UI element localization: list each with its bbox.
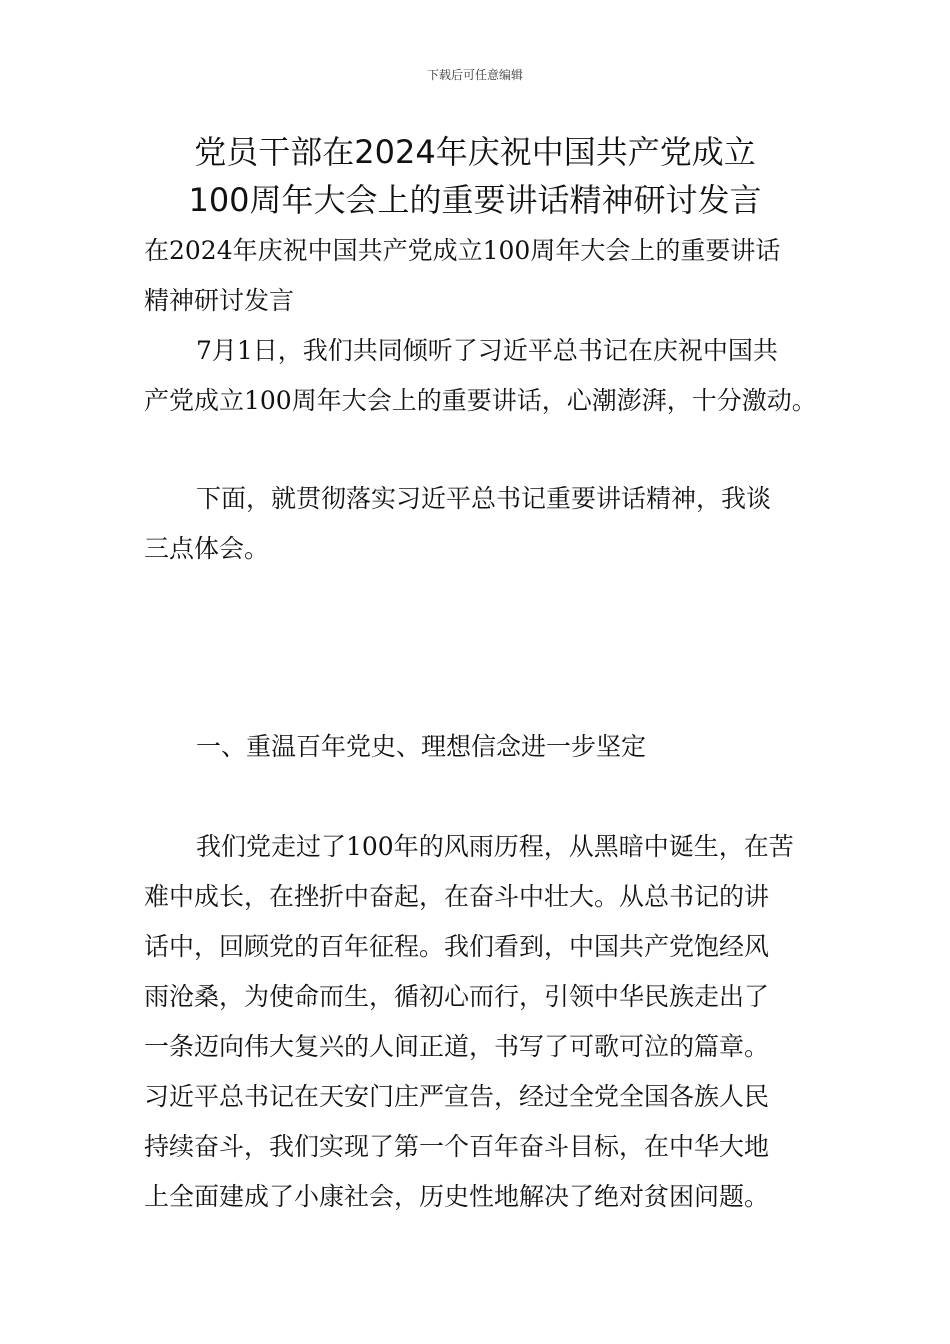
paragraph-section-1 [144,822,812,1222]
title-line-2: 100周年大会上的重要讲话精神研讨发言 [188,181,762,219]
paragraph-line: 雨沧桑，为使命而生，循初心而行，引领中华民族走出了 [144,982,770,1011]
paragraph-line: 7月1日，我们共同倾听了习近平总书记在庆祝中国共 [196,336,778,365]
paragraph-line: 上全面建成了小康社会，历史性地解决了绝对贫困问题。 [144,1182,770,1211]
subtitle [144,226,812,326]
subtitle-line-2: 精神研讨发言 [144,286,295,315]
document-title [100,128,850,224]
paragraph-line: 习近平总书记在天安门庄严宣告，经过全党全国各族人民 [144,1082,770,1111]
paragraph-line: 话中，回顾党的百年征程。我们看到，中国共产党饱经风 [144,932,770,961]
paragraph-line: 难中成长，在挫折中奋起，在奋斗中壮大。从总书记的讲 [144,882,770,911]
header-note: 下载后可任意编辑 [426,68,523,82]
paragraph-line: 产党成立100周年大会上的重要讲话，心潮澎湃，十分激动。 [144,386,817,415]
section-heading-1 [144,722,812,772]
paragraph-line: 下面，就贯彻落实习近平总书记重要讲话精神，我谈 [196,484,772,513]
paragraph-outline [144,474,812,574]
paragraph-line: 三点体会。 [144,534,270,563]
subtitle-line-1: 在2024年庆祝中国共产党成立100周年大会上的重要讲话 [144,236,781,265]
paragraph-line: 持续奋斗，我们实现了第一个百年奋斗目标，在中华大地 [144,1132,770,1161]
paragraph-line: 我们党走过了100年的风雨历程，从黑暗中诞生，在苦 [196,832,794,861]
paragraph-intro [144,326,817,426]
paragraph-line: 一条迈向伟大复兴的人间正道，书写了可歌可泣的篇章。 [144,1032,770,1061]
title-line-1: 党员干部在2024年庆祝中国共产党成立 [194,133,756,171]
section-heading-text: 一、重温百年党史、理想信念进一步坚定 [196,732,647,761]
